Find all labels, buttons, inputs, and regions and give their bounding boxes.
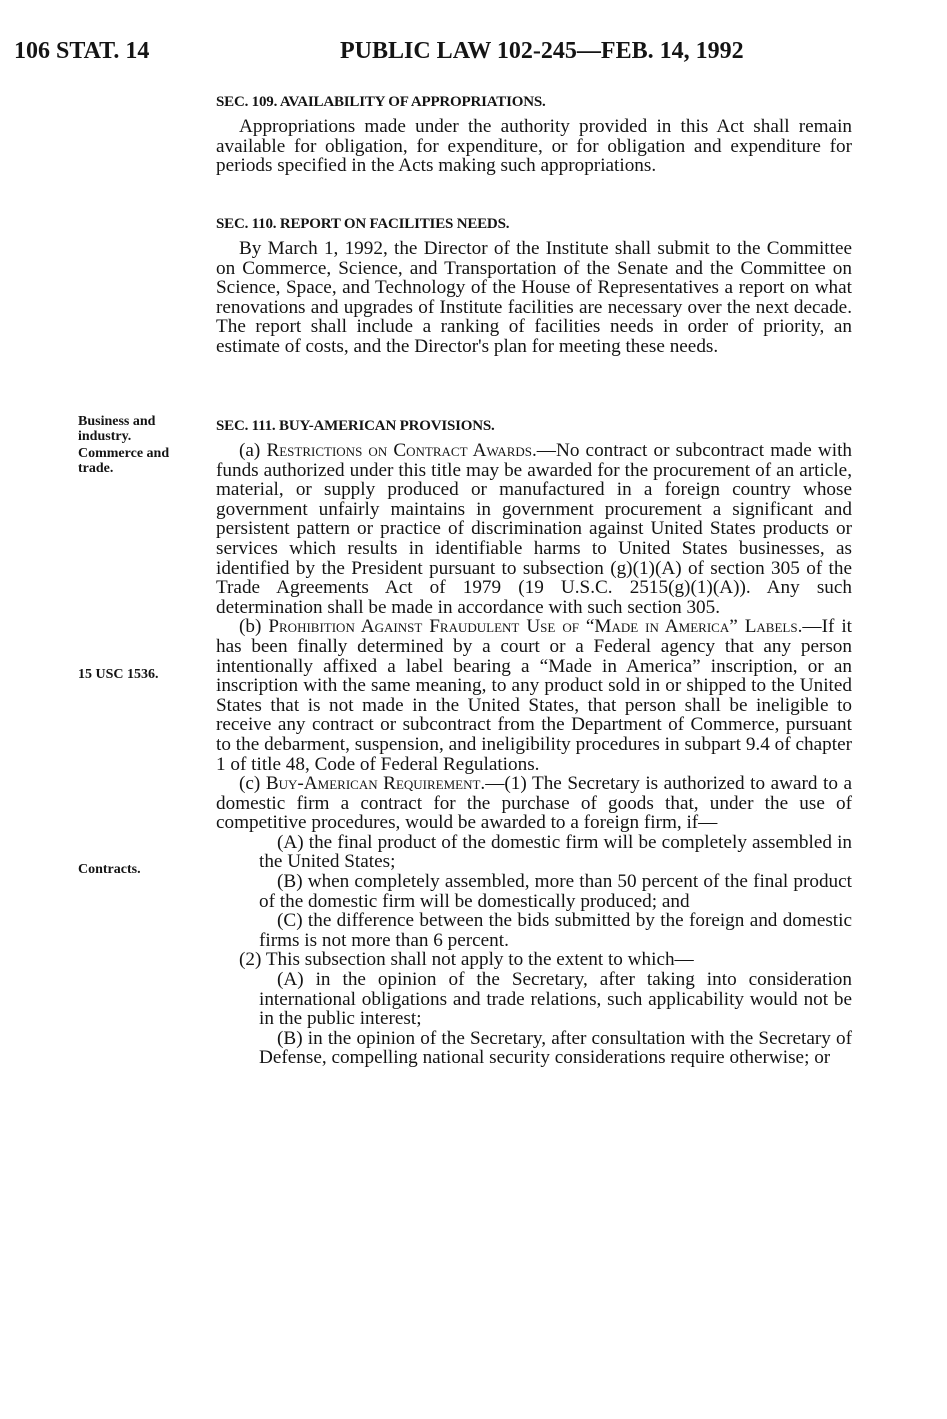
paragraph-c2: (2) This subsection shall not apply to the extent to which—	[239, 949, 694, 971]
subsection-b	[216, 617, 852, 774]
margin-note-business: Business and industry.	[78, 414, 156, 444]
subsection-label: (b)	[239, 616, 269, 638]
margin-note-commerce: Commerce and trade.	[78, 446, 170, 476]
subsection-text: —If it has been finally determined by a court or a Federal agency that any person intentionally affixed a label bearing a “Made in America” inscription, or an inscription with the same meaning, to any product sold in or shipped to the United States that is not made in the United States, that person shall be ineligible to receive any contract or subcontract from the Department of Commerce, pursuant to the debarment, suspension, and ineligibility procedures in subpart 9.4 of chapter 1 of title 48, Code of Federal Regulations.	[216, 616, 852, 775]
paragraph-c1-C: (C) the difference between the bids submitted by the foreign and domestic firms is not more than 6 percent.	[259, 910, 852, 951]
section-111	[216, 417, 852, 1068]
section-text: Appropriations made under the authority provided in this Act shall remain available for obligation, for expenditure, or for obligation and expenditure for periods specified in the Acts making such appropriations.	[216, 116, 852, 177]
section-heading: SEC. 110. REPORT ON FACILITIES NEEDS.	[216, 216, 510, 232]
subsection-label: (c)	[239, 773, 266, 795]
section-109	[216, 93, 852, 176]
section-heading: SEC. 111. BUY-AMERICAN PROVISIONS.	[216, 418, 495, 434]
subsection-label: (a)	[239, 440, 267, 461]
paragraph-c1-A: (A) the final product of the domestic firm will be completely assembled in the United States;	[259, 831, 852, 873]
subsection-caption: Prohibition Against Fraudulent Use of “Made in America” Labels.	[268, 616, 803, 638]
subsection-caption: Restrictions on Contract Awards.	[266, 440, 537, 461]
section-text: By March 1, 1992, the Director of the Institute shall submit to the Committee on Commerce, Science, and Transportation of the Senate and the Committee on Science, Space, and Technology of the House of Representatives a report on what renovations and upgrades of Institute facilities are necessary over the next decade. The report shall include a ranking of facilities needs in order of priority, an estimate of costs, and the Director's plan for meeting these needs.	[216, 238, 852, 357]
page-header	[14, 38, 887, 78]
section-110	[216, 215, 852, 357]
paragraph-c2-A: (A) in the opinion of the Secretary, after taking into consideration international obligations and trade relations, such applicability would not be in the public interest;	[259, 969, 852, 1030]
paragraph-c2-B: (B) in the opinion of the Secretary, after consultation with the Secretary of Defense, compelling national security considerations require otherwise; or	[259, 1027, 852, 1069]
subsection-text: —No contract or subcontract made with funds authorized under this title may be awarded for the procurement of an article, material, or supply produced or manufactured in a foreign country whose government unfairly maintains in government procurement a significant and persistent pattern or practice of discrimination against United States products or services which results in identifiable harms to United States businesses, as identified by the President pursuant to subsection (g)(1)(A) of section 305 of the Trade Agreements Act of 1979 (19 U.S.C. 2515(g)(1)(A)). Any such determination shall be made in accordance with such section 305.	[216, 440, 852, 618]
section-heading: SEC. 109. AVAILABILITY OF APPROPRIATIONS.	[216, 94, 546, 110]
margin-note-contracts: Contracts.	[78, 862, 141, 877]
subsection-caption: Buy-American Requirement.	[265, 773, 486, 795]
paragraph-c1-B: (B) when completely assembled, more than 50 percent of the final product of the domestic firm will be domestically produced; and	[259, 871, 852, 912]
public-law-title: PUBLIC LAW 102-245—FEB. 14, 1992	[340, 38, 744, 64]
stat-reference: 106 STAT. 14	[14, 38, 150, 64]
subsection-a	[216, 441, 852, 617]
subsection-c	[216, 774, 852, 833]
margin-note-usc: 15 USC 1536.	[78, 667, 159, 682]
subsection-text: —(1) The Secretary is authorized to award to a domestic firm a contract for the purchase of goods that, under the use of competitive procedures, would be awarded to a foreign firm, if—	[216, 773, 853, 834]
